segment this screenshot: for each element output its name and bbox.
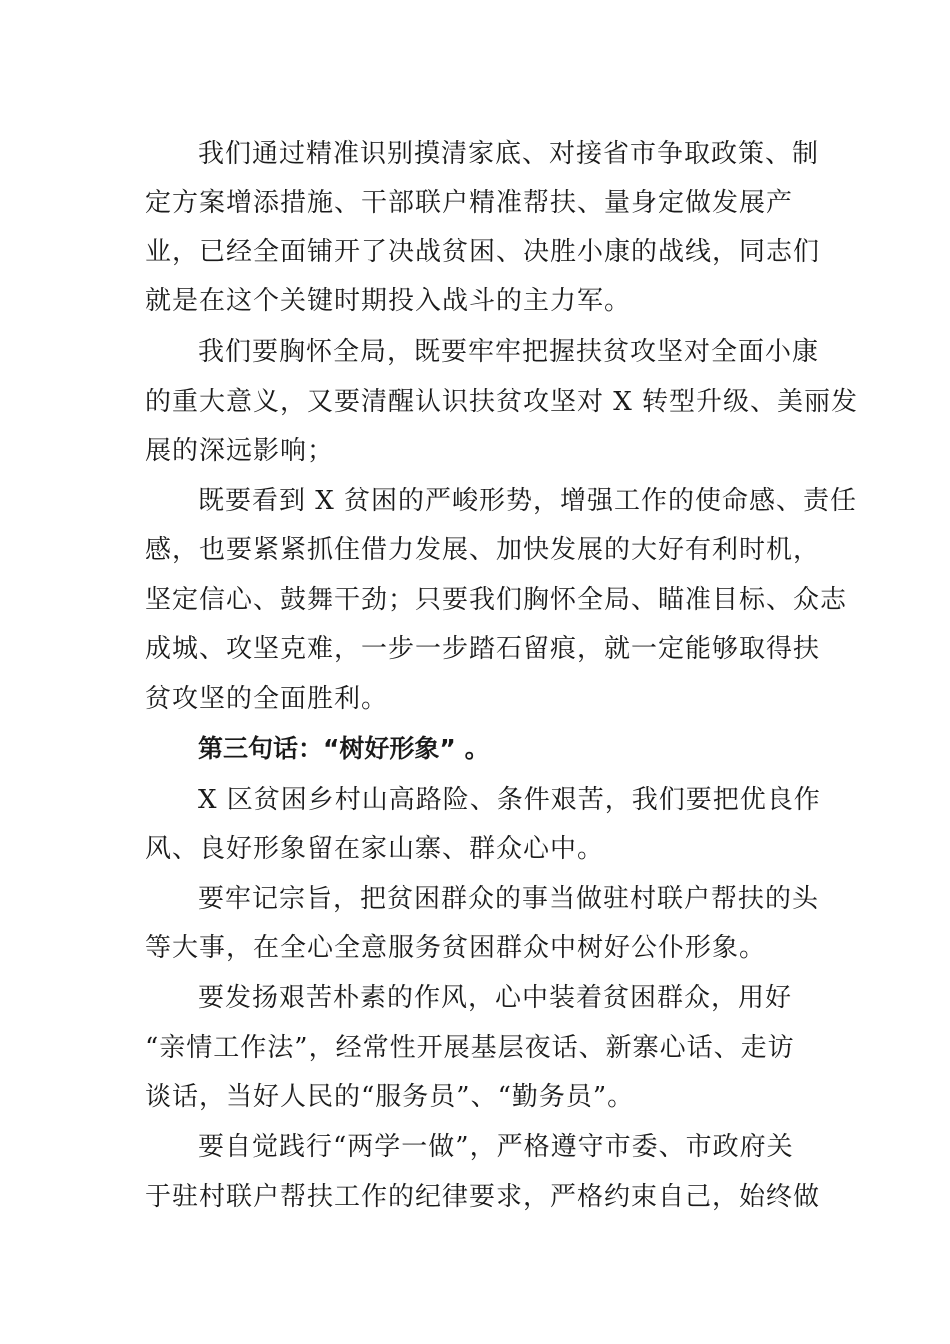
text-line: 成城、攻坚克难，一步一步踏石留痕，就一定能够取得扶 bbox=[145, 634, 821, 664]
text-line: 展的深远影响； bbox=[145, 436, 335, 466]
text-line: 的重大意义，又要清醒认识扶贫攻坚对 X 转型升级、美丽发 bbox=[145, 387, 859, 417]
text-line: 谈话，当好人民的“服务员”、“勤务员”。 bbox=[145, 1082, 635, 1112]
text-line: 要牢记宗旨，把贫困群众的事当做驻村联户帮扶的头 bbox=[198, 884, 820, 914]
text-line: “亲情工作法”，经常性开展基层夜话、新寨心话、走访 bbox=[145, 1033, 795, 1063]
text-line: 等大事，在全心全意服务贫困群众中树好公仆形象。 bbox=[145, 933, 767, 963]
text-line: 我们要胸怀全局，既要牢牢把握扶贫攻坚对全面小康 bbox=[198, 337, 820, 367]
text-line: 于驻村联户帮扶工作的纪律要求，严格约束自己，始终做 bbox=[145, 1182, 821, 1212]
text-line: 既要看到 X 贫困的严峻形势，增强工作的使命感、责任 bbox=[198, 486, 858, 516]
section-heading: 第三句话：“树好形象” 。 bbox=[198, 734, 490, 763]
text-line: 要发扬艰苦朴素的作风，心中装着贫困群众，用好 bbox=[198, 983, 793, 1013]
text-line: 要自觉践行“两学一做”，严格遵守市委、市政府关 bbox=[198, 1132, 794, 1162]
text-line: 贫攻坚的全面胜利。 bbox=[145, 684, 389, 714]
text-line: 我们通过精准识别摸清家底、对接省市争取政策、制 bbox=[198, 139, 820, 169]
text-line: 坚定信心、鼓舞干劲；只要我们胸怀全局、瞄准目标、众志 bbox=[145, 585, 848, 615]
text-line: X 区贫困乡村山高路险、条件艰苦，我们要把优良作 bbox=[198, 785, 821, 815]
text-line: 感，也要紧紧抓住借力发展、加快发展的大好有利时机， bbox=[145, 535, 821, 565]
text-line: 风、良好形象留在家山寨、群众心中。 bbox=[145, 834, 605, 864]
text-line: 业，已经全面铺开了决战贫困、决胜小康的战线，同志们 bbox=[145, 237, 821, 267]
text-line: 定方案增添措施、干部联户精准帮扶、量身定做发展产 bbox=[145, 188, 794, 218]
text-line: 就是在这个关键时期投入战斗的主力军。 bbox=[145, 286, 632, 316]
